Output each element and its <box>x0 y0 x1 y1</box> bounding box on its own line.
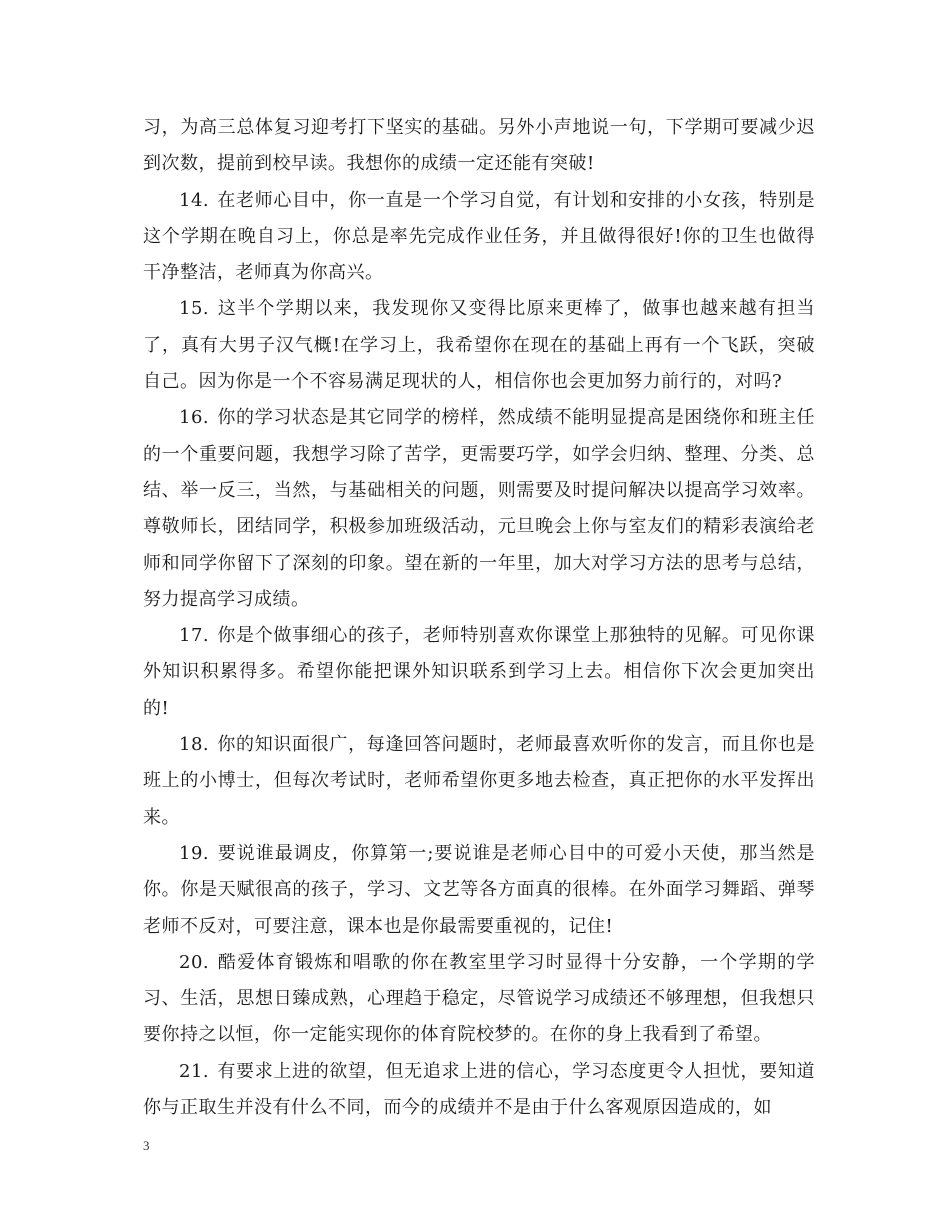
paragraph-18 <box>143 727 815 836</box>
paragraph-text: 有要求上进的欲望，但无追求上进的信心，学习态度更令人担忧，要知道你与正取生并没有什么不同，而今的成绩并不是由于什么客观原因造成的，如 <box>143 1060 815 1119</box>
paragraph-number: 19. <box>179 842 210 864</box>
paragraph-text: 酷爱体育锻炼和唱歌的你在教室里学习时显得十分安静，一个学期的学习、生活，思想日臻成熟，心理趋于稳定，尽管说学习成绩还不够理想，但我想只要你持之以恒，你一定能实现你的体育院校梦的。在你的身上我看到了希望。 <box>143 951 815 1046</box>
paragraph-number: 20. <box>179 951 210 973</box>
paragraph-text: 你是个做事细心的孩子，老师特别喜欢你课堂上那独特的见解。可见你课外知识积累得多。希望你能把课外知识联系到学习上去。相信你下次会更加突出的! <box>143 625 815 719</box>
paragraph-text: 你的知识面很广，每逢回答问题时，老师最喜欢听你的发言，而且你也是班上的小博士，但每次考试时，老师希望你更多地去检查，真正把你的水平发挥出来。 <box>143 734 815 828</box>
paragraph-number: 18. <box>179 734 210 756</box>
paragraph-number: 14. <box>179 189 210 211</box>
paragraph-number: 17. <box>179 625 210 647</box>
page-number: 3 <box>143 1138 150 1153</box>
paragraph-text: 你的学习状态是其它同学的榜样，然成绩不能明显提高是困绕你和班主任的一个重要问题，我想学习除了苦学，更需要巧学，如学会归纳、整理、分类、总结、举一反三，当然，与基础相关的问题，则需要及时提问解决以提高学习效率。尊敬师长，团结同学，积极参加班级活动，元旦晚会上你与室友们的精彩表演给老师和同学你留下了深刻的印象。望在新的一年里，加大对学习方法的思考与总结，努力提高学习成绩。 <box>143 407 815 610</box>
paragraph-number: 16. <box>179 407 210 429</box>
paragraph-text: 要说谁最调皮，你算第一;要说谁是老师心目中的可爱小天使，那当然是你。你是天赋很高的孩子，学习、文艺等各方面真的很棒。在外面学习舞蹈、弹琴老师不反对，可要注意，课本也是你最需要重视的，记住! <box>143 842 815 937</box>
paragraph-21 <box>143 1054 815 1127</box>
paragraph-text: 习，为高三总体复习迎考打下坚实的基础。另外小声地说一句，下学期可要减少迟到次数，提前到校早读。我想你的成绩一定还能有突破! <box>143 117 815 175</box>
paragraph-15 <box>143 291 815 400</box>
paragraph-number: 21. <box>179 1060 210 1082</box>
paragraph-17 <box>143 618 815 727</box>
paragraph-14 <box>143 183 815 292</box>
paragraph-16 <box>143 400 815 618</box>
paragraph-text: 这半个学期以来，我发现你又变得比原来更棒了，做事也越来越有担当了，真有大男子汉气概!在学习上，我希望你在现在的基础上再有一个飞跃，突破自己。因为你是一个不容易满足现状的人，相信你也会更加努力前行的，对吗? <box>143 298 815 393</box>
paragraph-19 <box>143 836 815 945</box>
paragraph-number: 15. <box>179 298 210 320</box>
document-body <box>143 110 815 1126</box>
paragraph-continuation <box>143 110 815 183</box>
paragraph-20 <box>143 945 815 1054</box>
paragraph-text: 在老师心目中，你一直是一个学习自觉，有计划和安排的小女孩，特别是这个学期在晚自习上，你总是率先完成作业任务，并且做得很好!你的卫生也做得干净整洁，老师真为你高兴。 <box>143 189 815 284</box>
